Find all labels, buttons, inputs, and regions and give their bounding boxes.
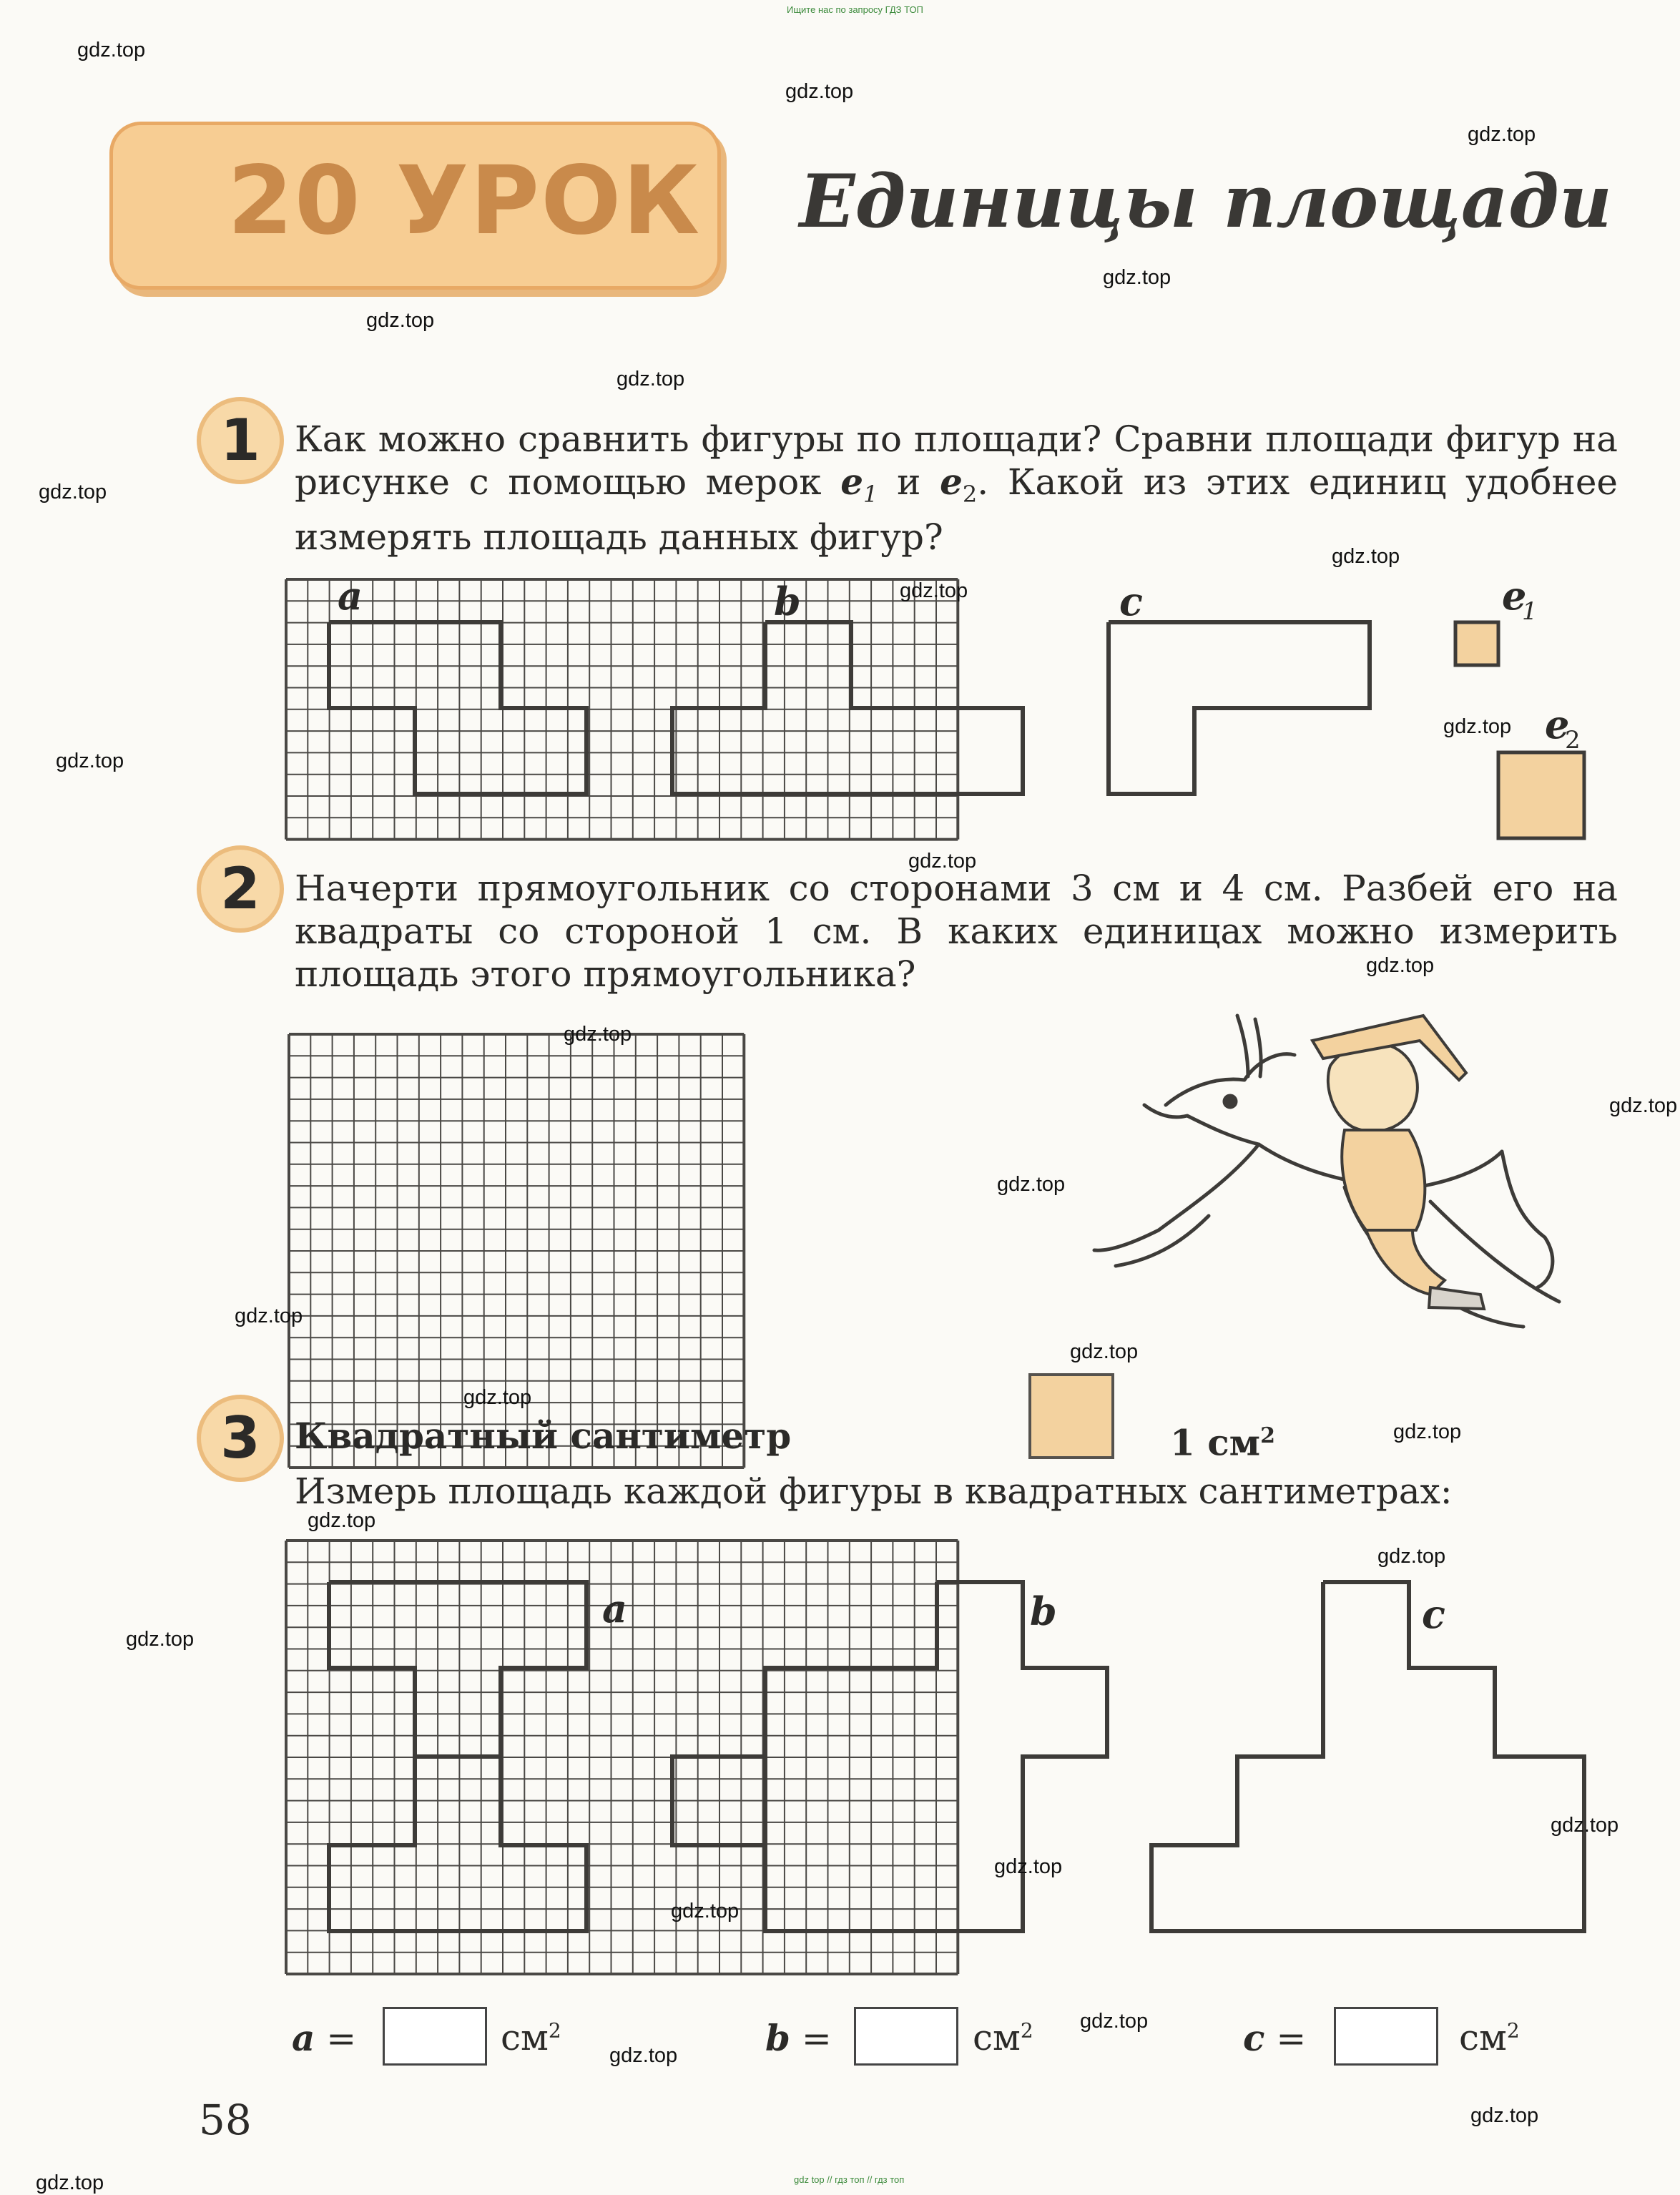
- unit-label-text: 1 см: [1170, 1421, 1261, 1464]
- figure-1a-label: a: [338, 573, 363, 619]
- watermark: gdz.top: [609, 2044, 678, 2067]
- watermark: gdz.top: [463, 1386, 532, 1409]
- answer-c-box[interactable]: [1334, 2007, 1438, 2066]
- figure-1b-label: b: [774, 579, 801, 624]
- e1-label: e: [1502, 573, 1527, 619]
- answer-b-unit: [973, 2017, 1033, 2058]
- e2-sub: 2: [962, 481, 978, 508]
- watermark: gdz.top: [1103, 266, 1171, 289]
- watermark: gdz.top: [366, 309, 435, 332]
- watermark: gdz.top: [36, 2171, 104, 2194]
- watermark: gdz.top: [1070, 1340, 1139, 1363]
- watermark: gdz.top: [1468, 123, 1536, 146]
- and-word: и: [878, 461, 940, 503]
- unit-label: [1170, 1415, 1275, 1465]
- watermark: gdz.top: [564, 1023, 632, 1046]
- figure-3b-label: b: [1030, 1588, 1057, 1634]
- task-3-number: 3: [220, 1405, 260, 1471]
- task-2-text: Начерти прямоугольник со сторонами 3 см и 4 см. Разбей его на квадраты со стороной 1 см. В каких единицах можно измерить площадь этого прямоугольника?: [295, 868, 1618, 995]
- watermark: gdz.top: [1470, 2104, 1539, 2127]
- answer-c-unit-sup: 2: [1506, 2018, 1520, 2043]
- page-number: 58: [199, 2096, 252, 2144]
- watermark: gdz.top: [1080, 2010, 1149, 2033]
- watermark: gdz.top: [994, 1855, 1063, 1878]
- answer-c-label: [1243, 2017, 1306, 2059]
- answer-b-unit-text: см: [973, 2017, 1021, 2058]
- watermark: gdz.top: [56, 750, 124, 772]
- task-3-instruction: Измерь площадь каждой фигуры в квадратных сантиметрах:: [295, 1470, 1453, 1512]
- answer-c-unit: [1459, 2017, 1520, 2058]
- goat-rider-icon: [1094, 1016, 1559, 1327]
- watermark: gdz.top: [39, 481, 107, 504]
- watermark: gdz.top: [617, 368, 685, 391]
- watermark: gdz.top: [1551, 1814, 1619, 1837]
- answer-b-box[interactable]: [854, 2007, 958, 2066]
- rider-figure: [1312, 1016, 1484, 1309]
- task-3-heading: Квадратный сантиметр: [295, 1415, 792, 1457]
- answer-b-unit-sup: 2: [1020, 2018, 1033, 2043]
- answer-a-eq: =: [315, 2018, 357, 2059]
- figure-1c: [1109, 622, 1370, 794]
- e1-sub: 1: [863, 481, 878, 508]
- watermark: gdz.top: [77, 39, 146, 62]
- figure-1a: [329, 622, 586, 794]
- watermark: gdz.top: [1332, 545, 1400, 568]
- square-centimeter-sample: [1028, 1373, 1114, 1459]
- answer-a-var: a: [292, 2017, 315, 2059]
- task-1-text-part1: Как можно сравнить фигуры по площади? Сравни площади фигур на рисунке с помощью мерок: [295, 418, 1618, 503]
- e2-label-sub: 2: [1565, 726, 1581, 755]
- e1-letter: e: [840, 461, 864, 503]
- figure-3a-label: a: [602, 1586, 627, 1631]
- top-note: Ищите нас по запросу ГДЗ ТОП: [787, 4, 923, 15]
- watermark: gdz.top: [1377, 1545, 1446, 1568]
- watermark: gdz.top: [235, 1305, 303, 1327]
- figure-1c-label: c: [1119, 579, 1143, 624]
- answer-c-unit-text: см: [1459, 2017, 1507, 2058]
- e1-label-sub: 1: [1522, 597, 1538, 626]
- watermark: gdz.top: [1366, 954, 1435, 977]
- figure-3c-label: c: [1422, 1591, 1445, 1637]
- answer-c-eq: =: [1264, 2018, 1307, 2059]
- watermark: gdz.top: [308, 1509, 376, 1532]
- e2-letter: e: [940, 461, 963, 503]
- answer-c-var: c: [1243, 2017, 1265, 2059]
- e2-label: e: [1545, 702, 1570, 747]
- figure-3c: [1151, 1582, 1584, 1931]
- answer-a-unit: [501, 2017, 561, 2058]
- watermark: gdz.top: [900, 579, 968, 602]
- answer-a-box[interactable]: [383, 2007, 487, 2066]
- watermark: gdz.top: [785, 80, 854, 103]
- task-2-number: 2: [220, 855, 260, 922]
- watermark: gdz.top: [1609, 1094, 1678, 1117]
- task-3-number-badge: [197, 1395, 284, 1482]
- bottom-note: gdz top // гдз топ // гдз топ: [794, 2174, 905, 2185]
- answer-b-var: b: [765, 2017, 790, 2059]
- answer-a-unit-text: см: [501, 2017, 549, 2058]
- watermark: gdz.top: [1393, 1420, 1462, 1443]
- lesson-number: 20 УРОК: [227, 146, 702, 256]
- watermark: gdz.top: [997, 1173, 1066, 1196]
- unit-e1-square: [1455, 622, 1498, 665]
- answer-a-label: [292, 2017, 356, 2059]
- watermark: gdz.top: [1443, 715, 1512, 738]
- task-2-number-badge: [197, 845, 284, 933]
- watermark: gdz.top: [908, 850, 977, 873]
- figure-1b: [672, 622, 1023, 794]
- answer-a-unit-sup: 2: [548, 2018, 561, 2043]
- unit-label-sup: 2: [1260, 1423, 1275, 1448]
- watermark: gdz.top: [671, 1900, 740, 1923]
- task-1-number: 1: [220, 407, 260, 473]
- unit-e2-square: [1498, 752, 1584, 838]
- page-title: Единицы площади: [799, 159, 1612, 245]
- task-1-text-part2: . Какой из этих единиц удобнее измерять площадь данных фигур?: [295, 461, 1618, 558]
- answer-b-label: [765, 2017, 832, 2059]
- watermark: gdz.top: [126, 1628, 195, 1651]
- answer-b-eq: =: [790, 2018, 832, 2059]
